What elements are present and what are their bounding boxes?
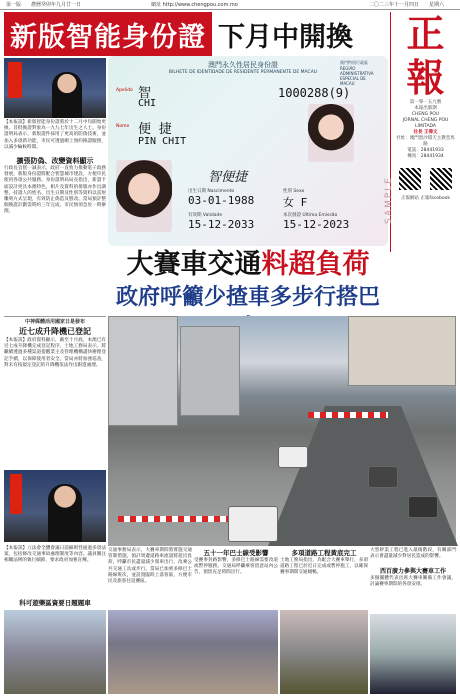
name-en: PIN CHIT <box>138 136 187 147</box>
article-right-1: 大型幹渠工程已進入最後階段，有關部門表示會盡量減少對居民造成的影響。 <box>370 548 456 560</box>
qr-codes <box>395 166 456 196</box>
article-left-1b: 行政長官賀一誠表示，政府一直致力推動電子政務發展，新版身份證將配合智慧城市建設，方便市民使用各項公共服務。身份證明局局長指出，新證卡面設計更具本澳特色，相片及資料的排版亦作出調整，持證人的姓名、出生日期及性別等資料以雷射雕刻方式呈現，有效防止偽造及篡改。當局預計整個換證計劃需時約三年完成，市民無須急於一時辦理。 <box>4 166 106 215</box>
subhead-4: 西百廣力參與大賽車工作 <box>379 568 446 575</box>
id-card-region: 澳門特別行政區 REGIÃO ADMINISTRATIVA ESPECIAL DE MACAU <box>340 60 374 86</box>
qr-code-icon[interactable] <box>399 168 421 190</box>
id-card-title: 澳門永久性居民身份證 <box>208 61 278 69</box>
top-info-bar <box>0 0 460 10</box>
subhead-2b: 近七成升降機已登記 <box>19 327 91 336</box>
banner-red-title: 新版智能身份證 <box>4 12 212 56</box>
article-left-3: 【本報訊】立法會全體會議日前細則性通過多項法案，包括修改交通事故處理制度等內容。議員關注相關法例的執行細節，要求政府加強宣傳。 <box>4 546 106 564</box>
masthead-info-0: 第一零一五九號 <box>409 100 442 105</box>
masthead-info-7: 傳真：28441934 <box>407 154 444 159</box>
flag-icon <box>8 62 22 98</box>
subhead-2: 中神媒體活用國家日是發布 <box>24 319 85 325</box>
race-circuit-photo <box>108 316 456 546</box>
building <box>108 316 178 426</box>
id-photo-small <box>308 104 354 162</box>
masthead-info-5: 社址：澳門黑沙環天主教堂馬路 <box>396 136 455 147</box>
surname-cn: 智 <box>138 86 152 101</box>
masthead-info-6: 電話：28441933 <box>407 148 444 153</box>
top-banner <box>4 12 384 56</box>
newspaper-logo: 正報 <box>406 11 445 100</box>
vehicle <box>408 496 438 518</box>
birth-date: 03-01-1988 <box>188 194 255 207</box>
banner-black-title: 下月中開換 <box>218 21 353 53</box>
masthead-info-4: 社長 王偉文 <box>413 130 438 135</box>
road <box>268 406 458 546</box>
id-card-subtitle: BILHETE DE IDENTIDADE DE RESIDENTE PERMANENTE DE MACAU <box>168 70 318 75</box>
subhead-mid-3: 多項道路工程黃底完工 <box>291 549 357 557</box>
vehicle <box>228 506 278 542</box>
weekday: 星期六 <box>428 2 444 8</box>
id-photo-main <box>116 160 172 232</box>
lunar-date: 農曆癸卯年九月廿一日 <box>31 2 82 8</box>
page-number: 第一版 <box>6 2 22 8</box>
flag-icon <box>10 474 22 514</box>
id-number: 1000288(9) <box>278 86 351 100</box>
article-left-2: 【本報訊】政府資料顯示，截至十月底，本澳已有近七成升降機完成登記程序。土地工務局表示，將繼續透過多種渠道提醒業主及管理機構盡快辦理登記手續，以保障使用者安全。當局亦將加強巡查，對未有按規定登記的升降機依法作出跟進處理。 <box>4 338 106 368</box>
name-cn: 便 捷 <box>138 122 172 137</box>
masthead-info-3: JORNAL CHENG POU LIMITADA <box>402 118 449 129</box>
qr-code-icon[interactable] <box>430 168 452 190</box>
surname-en: CHI <box>138 98 157 109</box>
surname-label: Apelido <box>116 88 133 93</box>
bottom-photo-1 <box>4 610 106 694</box>
headline-primary <box>108 248 388 282</box>
issue-label: 本次發證 Última Emissão <box>283 213 338 218</box>
article-right-2: 多個團體代表出席大賽車籌備工作會議，討論賽事期間的各項安排。 <box>370 576 456 588</box>
qr-caption: 正報網站 正報facebook <box>401 196 450 201</box>
subhead-mid-2: 五十一年巴士線受影響 <box>203 549 269 557</box>
barrier <box>308 412 388 418</box>
birth-label: 出生日期 Nascimento <box>188 189 235 194</box>
website: 網址 http://www.chengpou.com.mo <box>151 2 238 8</box>
headline-red: 料超負荷 <box>261 249 370 280</box>
sex: 女 F <box>283 196 308 209</box>
bottom-photo-4 <box>370 614 456 694</box>
subhead-3: 科可遊樂區資要日題題車 <box>19 599 91 607</box>
headline-secondary: 政府呼籲少揸車多步行搭巴 <box>115 284 380 310</box>
article-mid-3: 土地工務局指出，為配合大賽車舉行，多項道路工程已於近日完成或暫停施工，以確保賽事期間交通順暢。 <box>280 558 368 576</box>
valid-label: 有效期 Validade <box>188 213 223 218</box>
issue-date: 二〇二三年十一月四日 <box>368 2 419 8</box>
person-figure <box>48 484 82 542</box>
divider <box>4 316 106 317</box>
official-photo <box>4 58 106 118</box>
bottom-photo-2 <box>108 610 278 694</box>
vehicle <box>368 466 398 488</box>
building <box>348 316 456 386</box>
article-left-1: 【本報訊】新版智能身份證將於十二月中旬開始更換，首批換證對象為一九九七年出生之人士。身份證明局表示，新版證件採用了更高的防偽技術，並加入多項新功能，市民可透過網上預約換證服務，以減少輪候時間。 <box>4 120 106 150</box>
signature: 智便捷 <box>208 170 248 185</box>
official-photo-2 <box>4 470 106 542</box>
sex-label: 性別 Sexo <box>283 189 305 194</box>
subhead-1: 擴張防偽、改變資料顯示 <box>16 157 94 165</box>
name-label: Nome <box>116 124 130 129</box>
sample-watermark: SAMPLE <box>384 176 394 224</box>
vehicle <box>278 446 308 468</box>
person-figure <box>52 72 82 118</box>
id-card-header <box>158 60 328 75</box>
issue-date-card: 15-12-2023 <box>283 218 350 231</box>
article-mid-1: 交通事務局表示，大賽車期間將實施交通管制措施，預計周邊道路車流量將超出負荷，呼籲市民盡量減少駕車出行，改乘公共交通工具或步行。當局已加密多條巴士路線班次，並設置臨時上落客區，方便市民及旅客往返賽區。 <box>108 548 192 585</box>
masthead <box>390 12 456 252</box>
masthead-info-1: 本報出版期 <box>414 106 437 111</box>
article-mid-2: 受賽事封路影響，多條巴士路線需要改道或暫停服務。交通局呼籲乘客留意站內公告，預留充足時間出行。 <box>194 558 278 576</box>
valid-date: 15-12-2033 <box>188 218 255 231</box>
headline-black: 大賽車交通 <box>126 249 262 280</box>
building <box>180 326 240 416</box>
bottom-photo-3 <box>280 610 368 694</box>
id-card-image <box>108 56 394 246</box>
masthead-info-2: CHENG POU <box>411 112 440 117</box>
